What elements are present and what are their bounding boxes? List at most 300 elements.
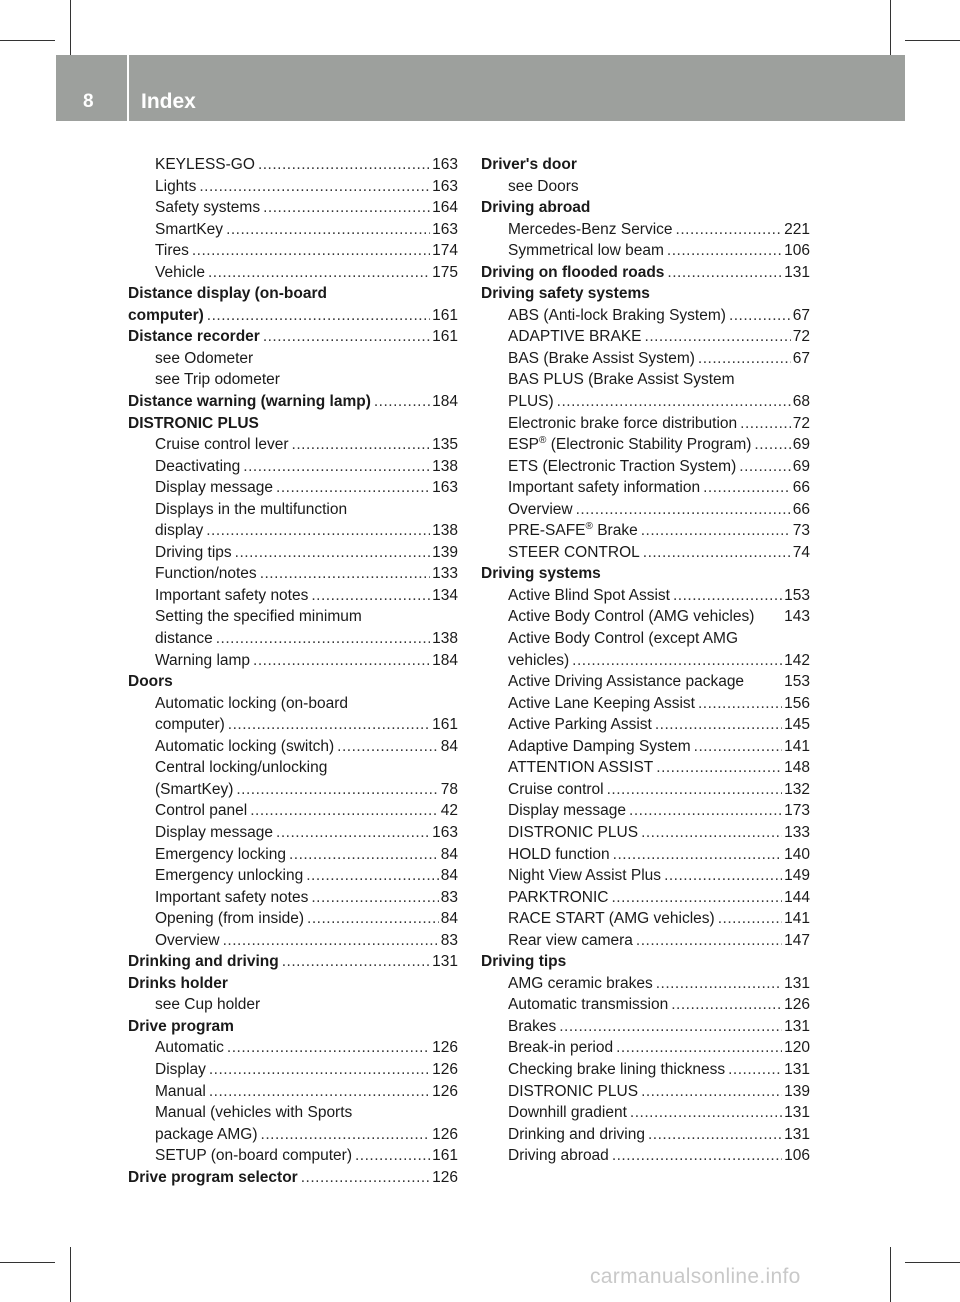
- entry-label: see Cup holder: [155, 996, 261, 1014]
- index-heading: [128, 283, 458, 305]
- entry-label: Manual (vehicles with Sports: [155, 1104, 353, 1122]
- leader-dots: [282, 951, 430, 973]
- index-subentry: [128, 219, 458, 241]
- index-subentry: [481, 305, 810, 327]
- index-heading: [128, 951, 458, 973]
- entry-label: Cruise control lever: [155, 436, 289, 454]
- entry-label: Active Body Control (except AMG: [508, 630, 739, 648]
- index-subentry: [128, 262, 458, 284]
- leader-dots: [648, 1124, 782, 1146]
- index-subentry: [128, 930, 458, 952]
- leader-dots: [655, 714, 782, 736]
- registered-mark: ®: [585, 521, 593, 533]
- leader-dots: [703, 477, 791, 499]
- index-subentry: [481, 434, 810, 456]
- index-subentry: [481, 1145, 810, 1167]
- watermark: carmanualsonline.info: [590, 1265, 801, 1288]
- index-subentry: [128, 1037, 458, 1059]
- crop-mark: [905, 40, 960, 41]
- index-column-right: [481, 154, 810, 1167]
- page-reference: 133: [784, 823, 810, 841]
- entry-label: Break-in period: [508, 1039, 614, 1057]
- entry-label: RACE START (AMG vehicles): [508, 910, 715, 928]
- index-heading: [481, 951, 810, 973]
- page-reference: 138: [432, 457, 458, 475]
- leader-dots: [630, 1102, 782, 1124]
- index-subentry: [128, 714, 458, 736]
- entry-label: package AMG): [155, 1125, 258, 1143]
- page-reference: 84: [440, 910, 458, 928]
- page-reference: 221: [784, 220, 810, 238]
- page-reference: 83: [440, 931, 458, 949]
- index-subentry: [481, 1124, 810, 1146]
- index-subentry: [481, 585, 810, 607]
- entry-label: Night View Assist Plus: [508, 867, 662, 885]
- page-reference: 74: [792, 543, 810, 561]
- index-subentry: [481, 326, 810, 348]
- entry-label: Display message: [155, 823, 274, 841]
- index-subentry: [481, 693, 810, 715]
- entry-label: Driving systems: [481, 565, 601, 583]
- index-subentry: [481, 628, 810, 650]
- entry-label: Driving tips: [155, 543, 232, 561]
- entry-label: Important safety information: [508, 479, 701, 497]
- entry-label: PARKTRONIC: [508, 888, 609, 906]
- entry-label: Drive program selector: [128, 1168, 298, 1186]
- page-reference: 163: [432, 156, 458, 173]
- page-reference: 139: [784, 1082, 810, 1100]
- leader-dots: [739, 456, 790, 478]
- entry-label: Active Driving Assistance package: [508, 673, 745, 691]
- index-subentry: [128, 757, 458, 779]
- page-reference: 156: [784, 694, 810, 712]
- leader-dots: [276, 822, 430, 844]
- crop-mark: [0, 1262, 55, 1263]
- index-subentry: [481, 1081, 810, 1103]
- leader-dots: [698, 348, 791, 370]
- page-reference: 174: [432, 242, 458, 260]
- entry-label: Cruise control: [508, 780, 604, 798]
- index-heading: [481, 283, 810, 305]
- index-subentry: [481, 348, 810, 370]
- page-reference: 131: [784, 974, 810, 992]
- entry-label: PRE-SAFE® Brake: [508, 521, 638, 540]
- page-reference: 73: [792, 522, 810, 540]
- page-reference: 67: [792, 349, 810, 367]
- entry-label: Active Body Control (AMG vehicles): [508, 608, 755, 626]
- entry-label: DISTRONIC PLUS: [508, 823, 639, 841]
- entry-label: Rear view camera: [508, 931, 633, 949]
- leader-dots: [557, 391, 791, 413]
- entry-label: Manual: [155, 1082, 206, 1100]
- leader-dots: [643, 542, 791, 564]
- entry-label: ATTENTION ASSIST: [508, 759, 654, 777]
- leader-dots: [311, 585, 430, 607]
- index-heading: [481, 563, 810, 585]
- index-heading: [128, 1167, 458, 1189]
- page-reference: 175: [432, 263, 458, 281]
- entry-label: Function/notes: [155, 565, 257, 583]
- leader-dots: [260, 563, 430, 585]
- leader-dots: [223, 930, 439, 952]
- entry-label: DISTRONIC PLUS: [508, 1082, 639, 1100]
- page-reference: 173: [784, 802, 810, 820]
- entry-label: Drinking and driving: [508, 1125, 645, 1143]
- entry-label: Distance display (on-board: [128, 285, 327, 303]
- entry-label: Control panel: [155, 802, 248, 820]
- index-subentry: [481, 714, 810, 736]
- index-heading: [481, 154, 810, 176]
- index-subentry: [481, 865, 810, 887]
- page-reference: 163: [432, 220, 458, 238]
- entry-label: Electronic brake force distribution: [508, 414, 738, 432]
- leader-dots: [641, 520, 791, 542]
- leader-dots: [301, 1167, 430, 1189]
- leader-dots: [216, 628, 430, 650]
- leader-dots: [206, 520, 430, 542]
- index-subentry: [128, 348, 458, 370]
- index-subentry: [481, 1037, 810, 1059]
- leader-dots: [209, 1081, 430, 1103]
- index-subentry: [128, 477, 458, 499]
- page-reference: 83: [440, 888, 458, 906]
- entry-label: Central locking/unlocking: [155, 759, 328, 777]
- leader-dots: [250, 800, 439, 822]
- page-reference: 68: [792, 393, 810, 411]
- index-subentry: [481, 1059, 810, 1081]
- leader-dots: [243, 456, 430, 478]
- leader-dots: [559, 1016, 782, 1038]
- entry-label: Opening (from inside): [155, 910, 305, 928]
- entry-label: Display message: [155, 479, 274, 497]
- page-reference: 142: [784, 651, 810, 669]
- page-reference: 141: [784, 737, 810, 755]
- index-subentry: [128, 154, 458, 176]
- index-subentry: [481, 499, 810, 521]
- page-reference: 144: [784, 888, 810, 906]
- page-reference: 84: [440, 845, 458, 863]
- leader-dots: [226, 219, 430, 241]
- index-subentry: [128, 176, 458, 198]
- leader-dots: [698, 693, 782, 715]
- entry-label: Deactivating: [155, 457, 241, 475]
- index-subentry: [128, 434, 458, 456]
- entry-label: Driving abroad: [508, 1147, 609, 1165]
- index-subentry: [128, 1059, 458, 1081]
- page-reference: 147: [784, 931, 810, 949]
- index-subentry: [128, 563, 458, 585]
- index-subentry: [481, 606, 810, 628]
- index-subentry: [128, 369, 458, 391]
- page-reference: 106: [784, 242, 810, 260]
- leader-dots: [209, 1059, 430, 1081]
- entry-label: Automatic locking (switch): [155, 737, 335, 755]
- crop-mark: [890, 1247, 891, 1302]
- index-subentry: [481, 887, 810, 909]
- index-heading: [128, 391, 458, 413]
- page-reference: 145: [784, 716, 810, 734]
- index-subentry: [128, 844, 458, 866]
- entry-label: Driving tips: [481, 953, 567, 971]
- entry-label: Vehicle: [155, 263, 205, 281]
- entry-label: Display: [155, 1060, 206, 1078]
- index-subentry: [481, 822, 810, 844]
- page-reference: 126: [432, 1168, 458, 1186]
- leader-dots: [263, 326, 430, 348]
- index-subentry: [481, 477, 810, 499]
- entry-label: Drinks holder: [128, 974, 228, 992]
- entry-label: see Doors: [508, 177, 579, 195]
- entry-label: Drinking and driving: [128, 953, 279, 971]
- entry-label: computer): [155, 716, 225, 734]
- page-reference: 72: [792, 414, 810, 432]
- page-reference: 141: [784, 910, 810, 928]
- entry-label: Symmetrical low beam: [508, 242, 664, 260]
- page-reference: 131: [784, 1125, 810, 1143]
- entry-label: distance: [155, 630, 213, 648]
- entry-label: BAS PLUS (Brake Assist System: [508, 371, 735, 389]
- entry-label: Overview: [155, 931, 220, 949]
- leader-dots: [261, 1124, 431, 1146]
- leader-dots: [311, 887, 438, 909]
- index-subentry: [128, 650, 458, 672]
- index-subentry: [128, 1124, 458, 1146]
- index-subentry: [481, 779, 810, 801]
- entry-label: Important safety notes: [155, 888, 309, 906]
- index-subentry: [481, 456, 810, 478]
- leader-dots: [289, 844, 439, 866]
- index-subentry: [481, 1102, 810, 1124]
- entry-label: KEYLESS-GO: [155, 156, 255, 173]
- index-heading: [128, 1016, 458, 1038]
- page-reference: 163: [432, 479, 458, 497]
- page-reference: 161: [432, 306, 458, 324]
- page-reference: 143: [784, 608, 810, 626]
- leader-dots: [607, 779, 783, 801]
- crop-mark: [890, 0, 891, 55]
- entry-label: Distance warning (warning lamp): [128, 393, 371, 411]
- leader-dots: [207, 305, 430, 327]
- entry-label: Distance recorder: [128, 328, 260, 346]
- entry-label: Warning lamp: [155, 651, 251, 669]
- index-heading: [481, 262, 810, 284]
- crop-mark: [70, 0, 71, 55]
- index-subentry: [481, 391, 810, 413]
- leader-dots: [671, 994, 782, 1016]
- crop-mark: [0, 40, 55, 41]
- page-number: 8: [83, 91, 94, 112]
- page-reference: 126: [784, 996, 810, 1014]
- index-subentry: [481, 1016, 810, 1038]
- index-subentry: [481, 240, 810, 262]
- entry-label: Overview: [508, 500, 573, 518]
- entry-label: Driving abroad: [481, 199, 591, 217]
- page-reference: 164: [432, 199, 458, 217]
- index-subentry: [128, 887, 458, 909]
- leader-dots: [645, 326, 791, 348]
- leader-dots: [611, 887, 782, 909]
- crop-mark: [70, 1247, 71, 1302]
- index-subentry: [481, 520, 810, 542]
- index-subentry: [128, 800, 458, 822]
- index-subentry: [128, 628, 458, 650]
- entry-label: Important safety notes: [155, 586, 309, 604]
- index-subentry: [128, 865, 458, 887]
- leader-dots: [292, 434, 431, 456]
- page-reference: 131: [784, 1060, 810, 1078]
- leader-dots: [667, 262, 782, 284]
- page-reference: 163: [432, 177, 458, 195]
- index-heading: [128, 973, 458, 995]
- leader-dots: [641, 822, 782, 844]
- index-subentry: [481, 650, 810, 672]
- entry-label: Driving safety systems: [481, 285, 650, 303]
- page-reference: 161: [432, 328, 458, 346]
- leader-dots: [612, 1145, 782, 1167]
- leader-dots: [641, 1081, 782, 1103]
- leader-dots: [258, 154, 430, 176]
- leader-dots: [576, 499, 791, 521]
- leader-dots: [667, 240, 782, 262]
- page-reference: 42: [440, 802, 458, 820]
- entry-label: Emergency unlocking: [155, 867, 304, 885]
- entry-label: (SmartKey): [155, 780, 234, 798]
- index-subentry: [128, 520, 458, 542]
- index-subentry: [128, 240, 458, 262]
- entry-label: Automatic: [155, 1039, 224, 1057]
- leader-dots: [656, 757, 782, 779]
- page-reference: 135: [432, 436, 458, 454]
- entry-label: Brakes: [508, 1017, 557, 1035]
- leader-dots: [227, 1037, 430, 1059]
- page-reference: 153: [784, 586, 810, 604]
- index-subentry: [481, 994, 810, 1016]
- page-reference: 67: [792, 306, 810, 324]
- index-subentry: [481, 369, 810, 391]
- page-reference: 138: [432, 522, 458, 540]
- index-heading: [128, 326, 458, 348]
- page-reference: 133: [432, 565, 458, 583]
- page-reference: 120: [784, 1039, 810, 1057]
- entry-label: Automatic locking (on-board: [155, 694, 348, 712]
- index-subentry: [128, 499, 458, 521]
- index-subentry: [128, 736, 458, 758]
- index-subentry: [128, 908, 458, 930]
- entry-label: vehicles): [508, 651, 570, 669]
- index-heading: [128, 671, 458, 693]
- leader-dots: [740, 413, 791, 435]
- crop-mark: [905, 1262, 960, 1263]
- entry-label: SmartKey: [155, 220, 224, 238]
- page-reference: 161: [432, 1147, 458, 1165]
- index-subentry: [481, 800, 810, 822]
- index-heading: [481, 197, 810, 219]
- index-subentry: [481, 908, 810, 930]
- leader-dots: [694, 736, 782, 758]
- leader-dots: [656, 973, 782, 995]
- page-reference: 148: [784, 759, 810, 777]
- leader-dots: [337, 736, 439, 758]
- leader-dots: [664, 865, 782, 887]
- index-subentry: [128, 779, 458, 801]
- page-reference: 161: [432, 716, 458, 734]
- entry-label: Driving on flooded roads: [481, 263, 665, 281]
- page-reference: 139: [432, 543, 458, 561]
- index-subentry: [128, 1102, 458, 1124]
- entry-label: SETUP (on-board computer): [155, 1147, 352, 1165]
- entry-label: Driver's door: [481, 156, 577, 173]
- page-reference: 184: [432, 393, 458, 411]
- entry-label: PLUS): [508, 393, 554, 411]
- page-reference: 140: [784, 845, 810, 863]
- page-reference: 84: [440, 737, 458, 755]
- entry-label: Tires: [155, 242, 189, 260]
- page-reference: 131: [784, 263, 810, 281]
- index-heading: [128, 305, 458, 327]
- leader-dots: [276, 477, 430, 499]
- index-subentry: [128, 994, 458, 1016]
- index-subentry: [128, 542, 458, 564]
- leader-dots: [208, 262, 430, 284]
- page-reference: 153: [784, 673, 810, 691]
- leader-dots: [374, 391, 430, 413]
- leader-dots: [306, 865, 439, 887]
- entry-label: see Trip odometer: [155, 371, 280, 389]
- page-reference: 131: [784, 1017, 810, 1035]
- entry-label: Lights: [155, 177, 197, 195]
- index-subentry: [128, 197, 458, 219]
- leader-dots: [307, 908, 439, 930]
- index-subentry: [128, 693, 458, 715]
- page-reference: 163: [432, 823, 458, 841]
- page-reference: 69: [792, 457, 810, 475]
- page-reference: 78: [440, 780, 458, 798]
- entry-label: Active Parking Assist: [508, 716, 652, 734]
- page-reference: 126: [432, 1125, 458, 1143]
- leader-dots: [676, 219, 783, 241]
- leader-dots: [192, 240, 430, 262]
- leader-dots: [616, 1037, 782, 1059]
- page-reference: 126: [432, 1060, 458, 1078]
- index-subentry: [128, 606, 458, 628]
- entry-label: Doors: [128, 673, 173, 691]
- index-subentry: [481, 930, 810, 952]
- registered-mark: ®: [539, 434, 547, 446]
- page-reference: 106: [784, 1147, 810, 1165]
- index-column-left: [128, 154, 458, 1188]
- entry-label: computer): [128, 306, 204, 324]
- leader-dots: [754, 434, 790, 456]
- entry-label: Active Lane Keeping Assist: [508, 694, 695, 712]
- page-reference: 69: [792, 436, 810, 454]
- index-subentry: [128, 1081, 458, 1103]
- page-reference: 72: [792, 328, 810, 346]
- entry-label: Displays in the multifunction: [155, 500, 348, 518]
- index-subentry: [128, 585, 458, 607]
- entry-label: AMG ceramic brakes: [508, 974, 653, 992]
- page-reference: 184: [432, 651, 458, 669]
- leader-dots: [718, 908, 782, 930]
- leader-dots: [228, 714, 430, 736]
- index-subentry: [481, 671, 810, 693]
- index-subentry: [481, 542, 810, 564]
- leader-dots: [728, 1059, 782, 1081]
- leader-dots: [199, 176, 430, 198]
- entry-label: Active Blind Spot Assist: [508, 586, 670, 604]
- entry-label: display: [155, 522, 204, 540]
- entry-label: Checking brake lining thickness: [508, 1060, 726, 1078]
- index-heading: [128, 413, 458, 435]
